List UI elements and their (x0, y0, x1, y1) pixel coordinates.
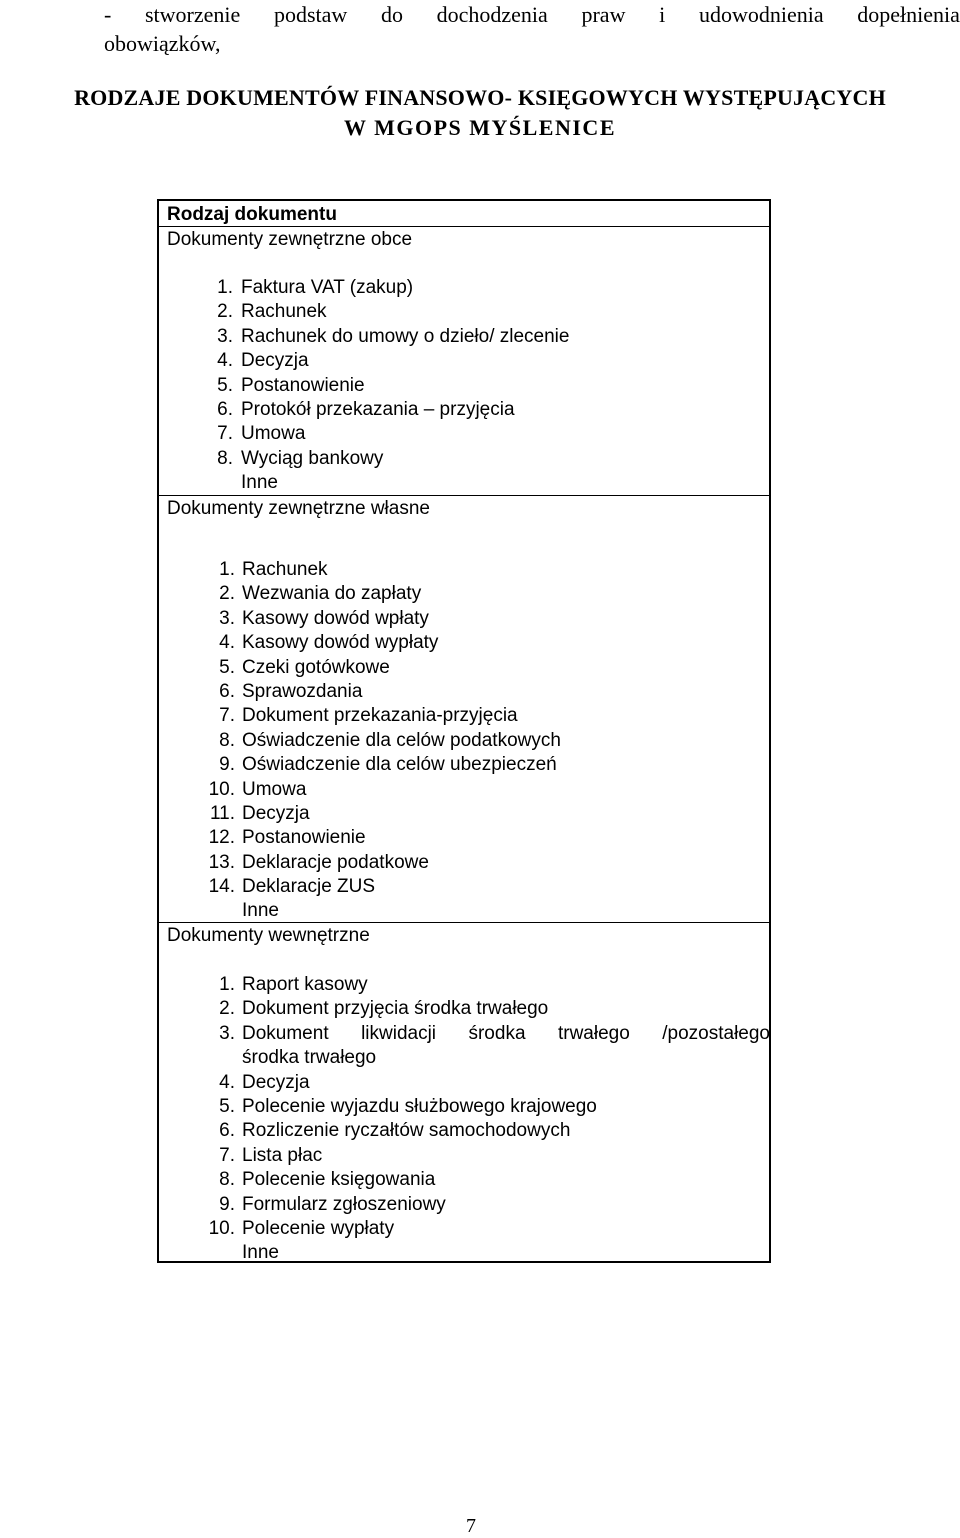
intro-word: udowodnienia (698, 2, 824, 27)
table-divider (159, 226, 769, 227)
intro-word: do (380, 2, 403, 27)
table-header: Rodzaj dokumentu (167, 204, 337, 225)
intro-word: dopełnienia (857, 2, 960, 27)
intro-line-2: obowiązków, (104, 31, 221, 56)
section-other-label: Inne (241, 472, 278, 493)
page-number: 7 (466, 1515, 476, 1537)
intro-line-1 (104, 0, 960, 29)
section-title-external-own: Dokumenty zewnętrzne własne (167, 498, 430, 519)
document-heading-line-2: W MGOPS MYŚLENICE (343, 115, 616, 140)
intro-word: - (104, 2, 112, 27)
intro-word: praw (581, 2, 626, 27)
section-other-label: Inne (242, 1242, 279, 1263)
intro-word: podstaw (273, 2, 348, 27)
intro-word: dochodzenia (436, 2, 548, 27)
section-other-label: Inne (242, 900, 279, 921)
section-title-internal: Dokumenty wewnętrzne (167, 925, 370, 946)
section-title-external-foreign: Dokumenty zewnętrzne obce (167, 229, 413, 250)
table-divider (159, 495, 769, 496)
intro-word: stworzenie (145, 2, 241, 27)
intro-paragraph (104, 0, 960, 58)
document-types-table: Rodzaj dokumentu Dokumenty zewnętrzne obce 1. Faktura VAT (zakup) 2. Rachunek 3. Rachunek do umowy o dzieło/ zlecenie 4. Decyzja 5. Postanowienie 6. Protokół przekazania – przyjęcia 7. Umowa 8. Wyciąg bankowy Inne Dokumenty zewnętrzne własne 1. Rachunek 2. Wezwania do zapłaty 3. Kasowy dowód wpłaty 4. Kasowy dowód wypłaty 5. Czeki gotówkowe 6. Sprawozdania 7. Dokument przekazania-przyjęcia 8. Oświadczenie dla celów podatkowych 9. Oświadczenie dla celów ubezpieczeń 10. Umowa 11. Decyzja 12. Postanowienie 13. Deklaracje podatkowe 14. Deklaracje ZUS Inne Dokumenty wewnętrzne 1. Raport kasowy 2. Dokument przyjęcia środka trwałego 3. Dokument likwidacji środka trwałego /pozostałego środka trwałego 4. Decyzja 5. Polecenie wyjazdu służbowego krajowego 6. Rozliczenie ryczałtów samochodowych 7. Lista płac 8. Polecenie księgowania 9. Formularz zgłoszeniowy 10. Polecenie wypłaty Inne (157, 199, 771, 1263)
table-divider (159, 922, 769, 923)
intro-word: i (659, 2, 666, 27)
document-heading-line-1: RODZAJE DOKUMENTÓW FINANSOWO- KSIĘGOWYCH WYSTĘPUJĄCYCH (74, 85, 886, 110)
